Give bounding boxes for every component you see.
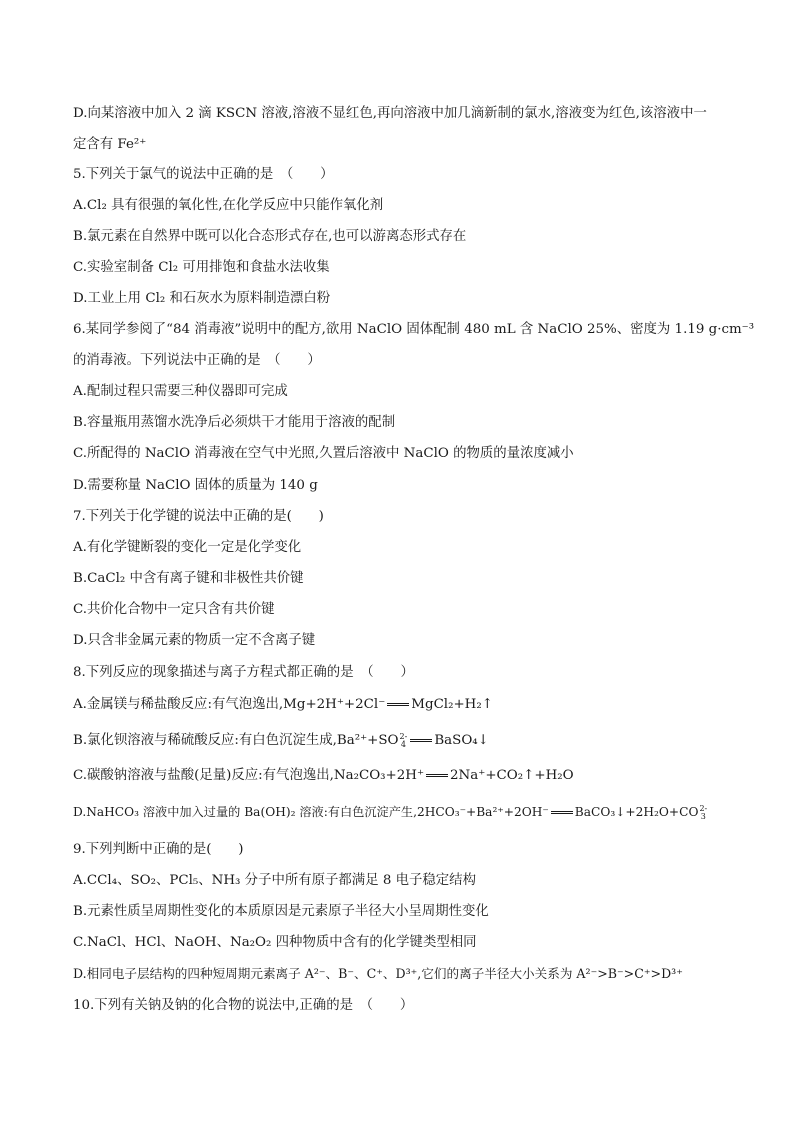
q8-stem: 8.下列反应的现象描述与离子方程式都正确的是 （ ） xyxy=(73,665,414,680)
q6-stem-line1: 6.某同学参阅了“84 消毒液”说明中的配方,欲用 NaClO 固体配制 480 mL 含 NaClO 25%、密度为 1.19 g·cm⁻³ xyxy=(73,322,755,337)
q8-option-b xyxy=(73,731,754,751)
equals-sign xyxy=(426,774,448,777)
q4-option-d-line2: 定含有 Fe²⁺ xyxy=(73,137,147,152)
q6-option-a: A.配制过程只需要三种仪器即可完成 xyxy=(73,384,288,399)
q8-option-d xyxy=(73,802,754,822)
q10-stem: 10.下列有关钠及钠的化合物的说法中,正确的是 （ ） xyxy=(73,998,414,1013)
q6-stem-line2: 的消毒液。下列说法中正确的是 （ ） xyxy=(73,353,321,368)
q8-option-d-reactants: D.NaHCO₃ 溶液中加入过量的 Ba(OH)₂ 溶液:有白色沉淀产生,2HCO₃⁻+Ba²⁺+2OH⁻ xyxy=(73,805,549,819)
equals-sign xyxy=(387,703,409,706)
count-subscript: 4 xyxy=(400,739,406,749)
q8-option-c-products: 2Na⁺+CO₂↑+H₂O xyxy=(450,768,574,783)
q9-option-c: C.NaCl、HCl、NaOH、Na₂O₂ 四种物质中含有的化学键类型相同 xyxy=(73,935,477,950)
q7-option-b: B.CaCl₂ 中含有离子键和非极性共价键 xyxy=(73,571,304,586)
q8-option-a-reactants: A.金属镁与稀盐酸反应:有气泡逸出,Mg+2H⁺+2Cl⁻ xyxy=(73,697,386,712)
q9-option-b: B.元素性质呈周期性变化的本质原因是元素原子半径大小呈周期性变化 xyxy=(73,904,489,919)
q5-stem: 5.下列关于氯气的说法中正确的是 （ ） xyxy=(73,167,334,182)
sulfate-charge xyxy=(400,733,408,749)
q7-option-a: A.有化学键断裂的变化一定是化学变化 xyxy=(73,540,302,555)
q4-option-d-line1: D.向某溶液中加入 2 滴 KSCN 溶液,溶液不显红色,再向溶液中加几滴新制的氯水,溶液变为红色,该溶液中一 xyxy=(73,106,707,121)
q7-option-d: D.只含非金属元素的物质一定不含离子键 xyxy=(73,633,316,648)
q5-option-d: D.工业上用 Cl₂ 和石灰水为原料制造漂白粉 xyxy=(73,291,331,306)
q5-option-a: A.Cl₂ 具有很强的氧化性,在化学反应中只能作氧化剂 xyxy=(73,198,384,213)
q7-stem: 7.下列关于化学键的说法中正确的是( ) xyxy=(73,509,324,524)
q8-option-a xyxy=(73,695,754,715)
count-subscript: 3 xyxy=(700,811,706,821)
q8-option-b-products: BaSO₄↓ xyxy=(434,733,489,748)
q5-option-b: B.氯元素在自然界中既可以化合态形式存在,也可以游离态形式存在 xyxy=(73,229,467,244)
q8-option-b-reactants: B.氯化钡溶液与稀硫酸反应:有白色沉淀生成,Ba²⁺+SO xyxy=(73,733,399,748)
q6-option-c: C.所配得的 NaClO 消毒液在空气中光照,久置后溶液中 NaClO 的物质的量浓度减小 xyxy=(73,446,574,461)
q9-stem: 9.下列判断中正确的是( ) xyxy=(73,842,244,857)
q6-option-d: D.需要称量 NaClO 固体的质量为 140 g xyxy=(73,478,318,493)
charge-superscript: 2- xyxy=(699,803,708,813)
q6-option-b: B.容量瓶用蒸馏水洗净后必须烘干才能用于溶液的配制 xyxy=(73,415,396,430)
q8-option-c-reactants: C.碳酸钠溶液与盐酸(足量)反应:有气泡逸出,Na₂CO₃+2H⁺ xyxy=(73,768,425,783)
q8-option-a-products: MgCl₂+H₂↑ xyxy=(411,697,493,712)
q9-option-d: D.相同电子层结构的四种短周期元素离子 A²⁻、B⁻、C⁺、D³⁺,它们的离子半径大小关系为 A²⁻>B⁻>C⁺>D³⁺ xyxy=(73,966,683,981)
q8-option-c xyxy=(73,766,754,786)
q7-option-c: C.共价化合物中一定只含有共价键 xyxy=(73,602,275,617)
q8-option-d-products: BaCO₃↓+2H₂O+CO xyxy=(574,805,699,819)
q5-option-c: C.实验室制备 Cl₂ 可用排饱和食盐水法收集 xyxy=(73,260,330,275)
charge-superscript: 2- xyxy=(399,731,408,741)
equals-sign xyxy=(410,739,432,742)
equals-sign xyxy=(551,811,573,814)
carbonate-charge xyxy=(699,805,707,821)
q9-option-a: A.CCl₄、SO₂、PCl₅、NH₃ 分子中所有原子都满足 8 电子稳定结构 xyxy=(73,873,476,888)
